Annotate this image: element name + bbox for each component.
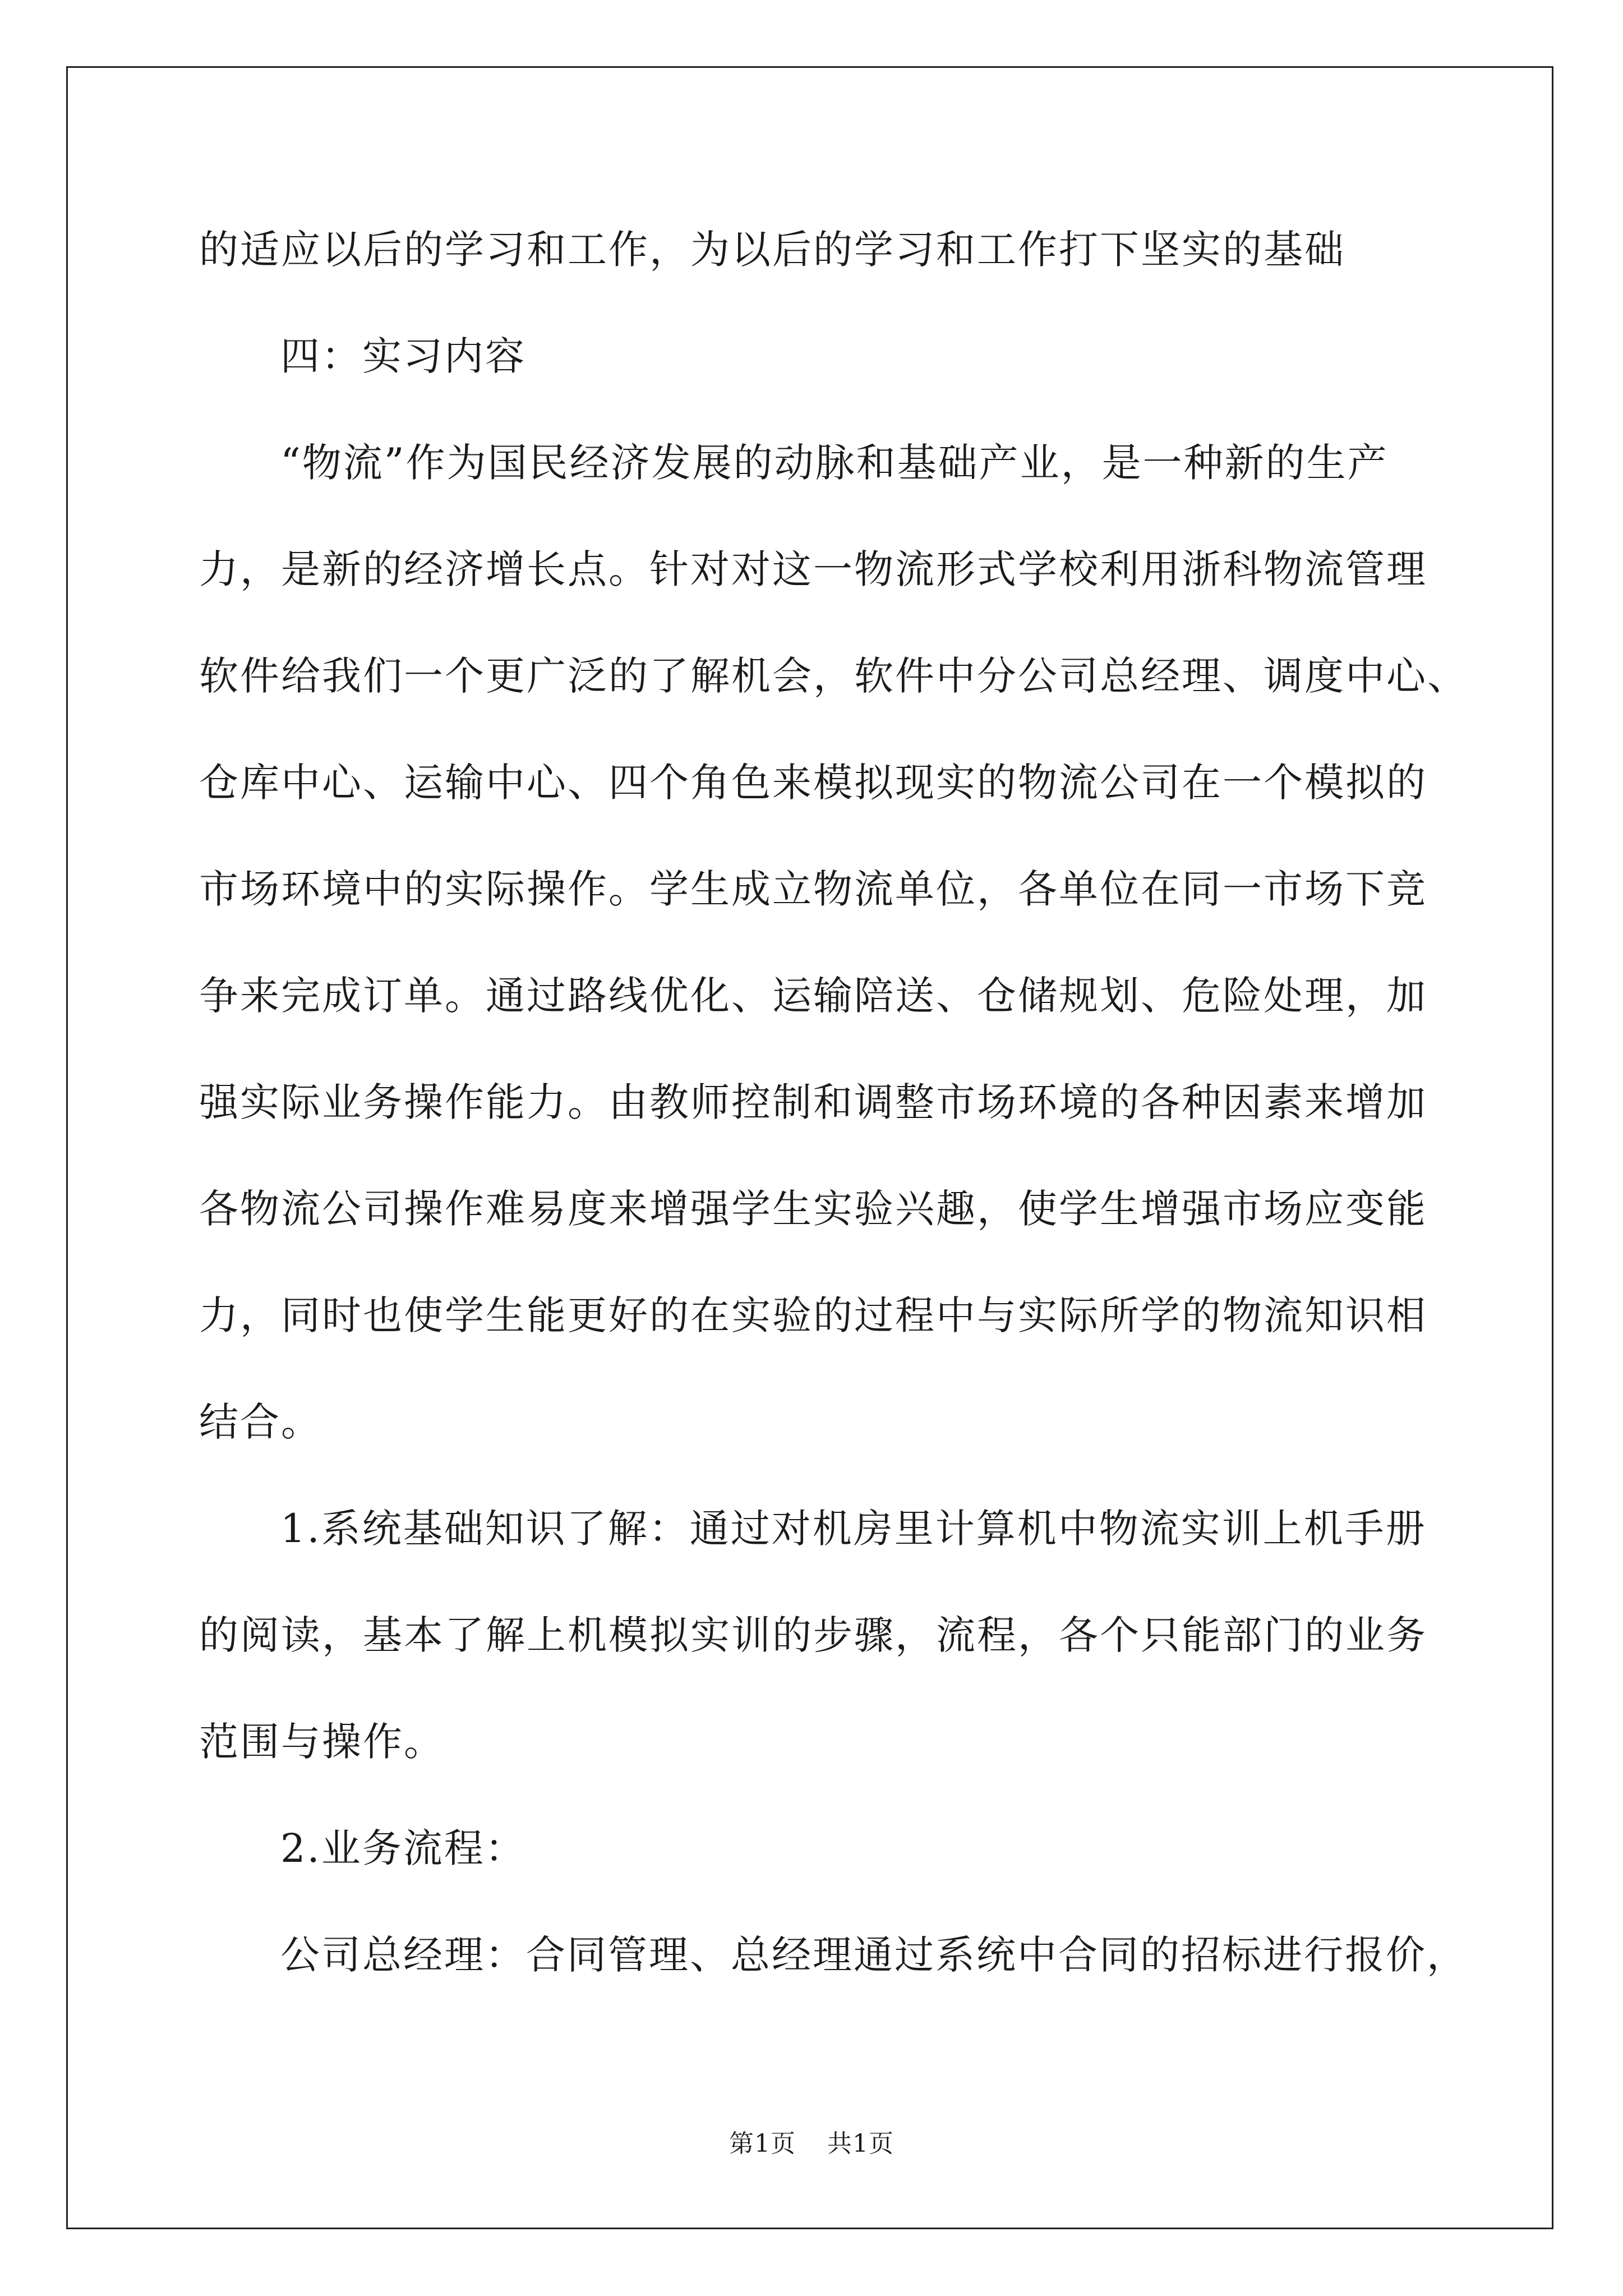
text-line: 的阅读，基本了解上机模拟实训的步骤，流程，各个只能部门的业务 <box>199 1612 1427 1658</box>
text-line: 范围与操作。 <box>199 1719 445 1765</box>
text-line: 力，同时也使学生能更好的在实验的过程中与实际所学的物流知识相 <box>199 1292 1427 1338</box>
text-line: “物流”作为国民经济发展的动脉和基础产业，是一种新的生产 <box>280 440 1389 486</box>
text-line: 各物流公司操作难易度来增强学生实验兴趣，使学生增强市场应变能 <box>199 1186 1427 1232</box>
text-line: 2.业务流程： <box>280 1825 526 1871</box>
text-line: 软件给我们一个更广泛的了解机会，软件中分公司总经理、调度中心、 <box>199 653 1468 699</box>
text-line: 结合。 <box>199 1399 322 1445</box>
page-number: 第1页 <box>729 2129 796 2158</box>
text-line: 公司总经理：合同管理、总经理通过系统中合同的招标进行报价， <box>280 1932 1468 1978</box>
text-line: 1.系统基础知识了解：通过对机房里计算机中物流实训上机手册 <box>280 1506 1427 1552</box>
text-line: 力，是新的经济增长点。针对对这一物流形式学校利用浙科物流管理 <box>199 546 1427 592</box>
section-heading: 四：实习内容 <box>280 333 526 379</box>
text-line: 强实际业务操作能力。由教师控制和调整市场环境的各种因素来增加 <box>199 1079 1427 1125</box>
text-line: 的适应以后的学习和工作，为以后的学习和工作打下坚实的基础 <box>199 227 1345 273</box>
text-line: 争来完成订单。通过路线优化、运输陪送、仓储规划、危险处理，加 <box>199 973 1427 1019</box>
page-total: 共1页 <box>827 2129 894 2158</box>
text-line: 仓库中心、运输中心、四个角色来模拟现实的物流公司在一个模拟的 <box>199 760 1427 806</box>
page-footer <box>0 2127 1623 2161</box>
page-border <box>66 66 1553 2229</box>
text-line: 市场环境中的实际操作。学生成立物流单位，各单位在同一市场下竞 <box>199 866 1427 912</box>
